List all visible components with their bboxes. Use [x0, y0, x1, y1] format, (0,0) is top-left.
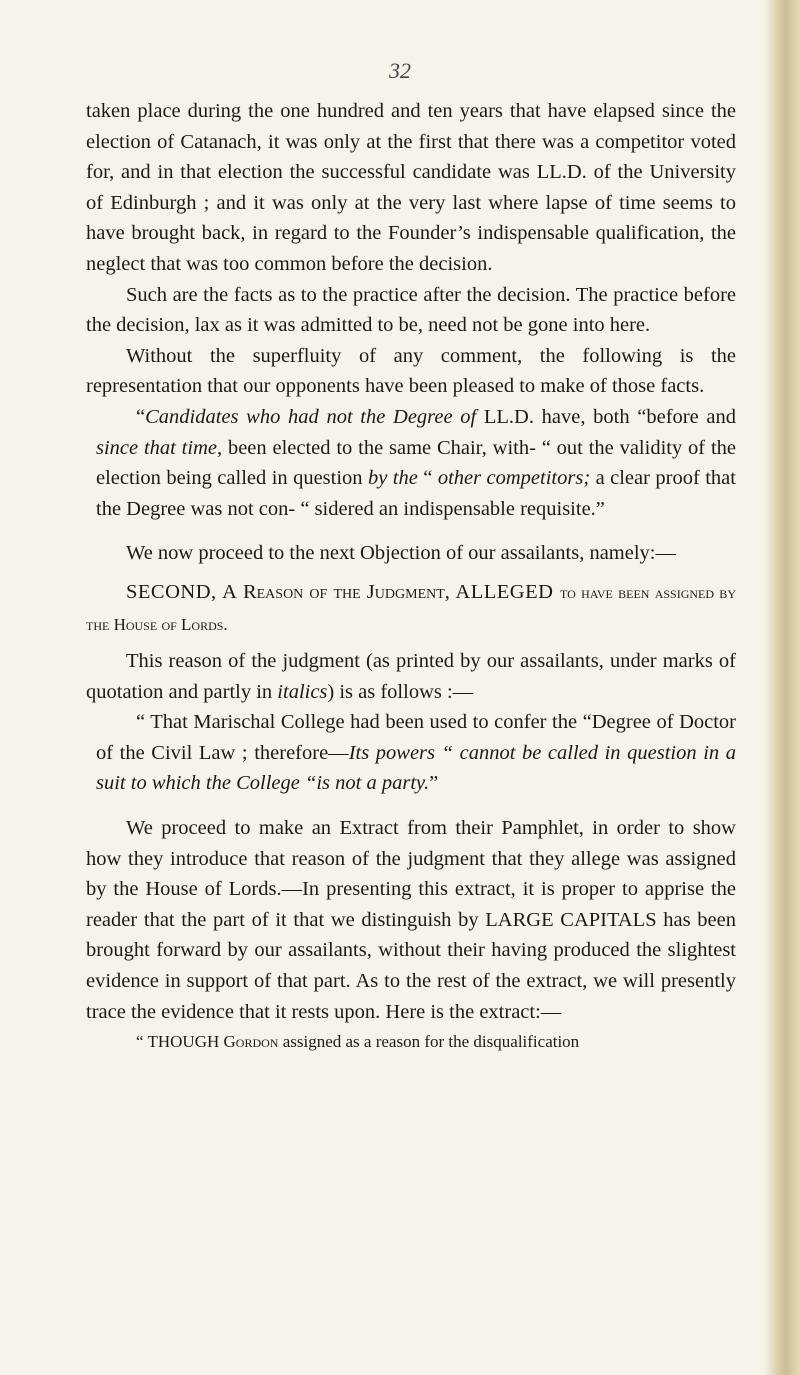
heading-part-2: Reason of the Judgment, [242, 580, 450, 603]
q2-a: “ That Marischal College had been used to confer the “Degree of Doctor of the Civil Law ; therefore— [96, 711, 736, 764]
heading-part-3: ALLEGED [449, 580, 561, 603]
paragraph-1: taken place during the one hundred and ten years that have elapsed since the election of Catanach, it was only at the first that there was a competitor voted for, and in that election the successful candidate was LL.D. of the University of Edinburgh ; and it was only at the very last where lapse of time seems to have brought back, in regard to the Founder’s indispensable qualification, the neglect that was too common before the decision. [86, 100, 736, 275]
quote-italic-c: by the [367, 467, 418, 490]
paragraph-5 [86, 646, 736, 707]
quote-roman-c: “ [417, 467, 438, 490]
quote-roman-d: a clear proof that the Degree was not con- “ sidered an indispensable requisite.” [96, 467, 736, 520]
page-body [86, 96, 736, 1058]
quotation-1 [86, 402, 736, 524]
q2-italic: Its powers “ cannot be called in question in a suit to which the College “is not a party. [96, 741, 736, 795]
quote-open: “ [136, 405, 146, 428]
quote-roman-b: been elected to the same Chair, with- “ out the validity of the election being called in question [96, 436, 737, 490]
q2-close: ” [429, 772, 439, 795]
quote-italic-d: other competitors; [437, 467, 591, 490]
p5-a: This reason of the judgment (as printed by our assailants, under marks of quotation and partly in [86, 650, 736, 703]
quote-italic-a: Candidates who had not the Degree of [145, 405, 477, 428]
p5-italic: italics [277, 680, 328, 703]
quote-italic-b: since that time, [96, 436, 223, 459]
footer-b: assigned as a reason for the disqualification [278, 1032, 580, 1052]
heading-part-1: SECOND, A [126, 580, 243, 603]
quote-roman-a: LL.D. have, both “before and [476, 405, 736, 428]
page-number: 32 [389, 58, 411, 83]
paragraph-6: We proceed to make an Extract from their Pamphlet, in order to show how they introduce that reason of the judgment that they allege was assigned by the House of Lords.—In presenting this extract, it is proper to apprise the reader that the part of it that we distinguish by LARGE CAPITALS has been brought forward by our assailants, without their having produced the slightest evidence in support of that part. As to the rest of the extract, we will presently trace the evidence that it rests upon. Here is the extract:— [86, 817, 736, 1023]
footer-name: Gordon [223, 1032, 279, 1052]
page-edge-shadow [764, 0, 800, 1375]
section-heading [86, 577, 736, 640]
paragraph-3: Without the superfluity of any comment, the following is the representation that our opponents have been pleased to make of those facts. [86, 344, 736, 398]
p5-b: ) is as follows :— [327, 680, 474, 703]
footer-a: “ THOUGH [136, 1032, 224, 1052]
footer-line [86, 1027, 736, 1058]
paragraph-2: Such are the facts as to the practice after the decision. The practice before the decision, lax as it was admitted to be, need not be gone into here. [86, 283, 736, 337]
quotation-2 [86, 707, 736, 799]
heading-part-4: to have been assigned by the House of Lords. [86, 582, 736, 634]
paragraph-4: We now proceed to the next Objection of our assailants, namely:— [126, 542, 676, 565]
